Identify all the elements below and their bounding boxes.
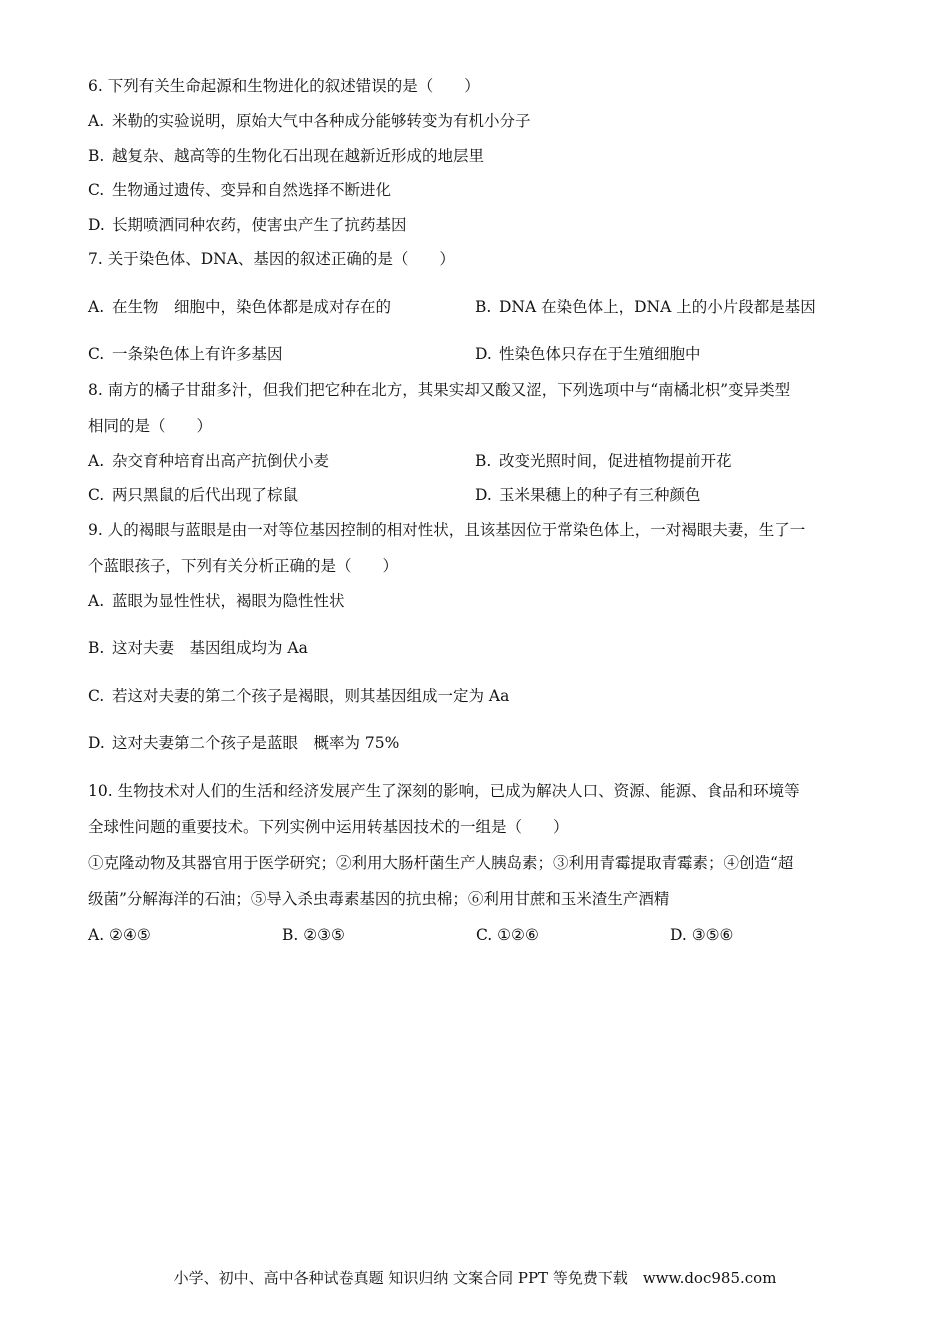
q6-option-a [88, 111, 531, 131]
option-label: A. [88, 452, 105, 470]
question-8-stem-line2: 相同的是（ ） [88, 417, 213, 435]
q8-option-b [475, 451, 732, 471]
question-10-stem-line1: 10. 生物技术对人们的生活和经济发展产生了深刻的影响，已成为解决人口、资源、能源、食品和环境等 [88, 782, 800, 800]
q8-option-c [88, 485, 298, 505]
q8-option-d [475, 485, 701, 505]
option-text: 生物通过遗传、变异和自然选择不断进化 [112, 181, 392, 199]
option-text: DNA 在染色体上，DNA 上的小片段都是基因 [499, 298, 816, 316]
question-7-stem: 7. 关于染色体、DNA、基因的叙述正确的是（ ） [88, 250, 455, 268]
option-text: 在生物 细胞中，染色体都是成对存在的 [112, 298, 392, 316]
q9-option-c [88, 686, 509, 706]
q6-option-c [88, 180, 391, 200]
option-label: B. [88, 639, 105, 657]
q10-option-d: D. ③⑤⑥ [670, 926, 734, 944]
question-6-stem: 6. 下列有关生命起源和生物进化的叙述错误的是（ ） [88, 77, 480, 95]
q8-option-a [88, 451, 329, 471]
option-label: D. [88, 734, 105, 752]
page-footer: 小学、初中、高中各种试卷真题 知识归纳 文案合同 PPT 等免费下载 www.doc985.com [173, 1269, 777, 1287]
question-10-items-line2: 级菌”分解海洋的石油；⑤导入杀虫毒素基因的抗虫棉；⑥利用甘蔗和玉米渣生产酒精 [88, 890, 670, 908]
option-text: 玉米果穗上的种子有三种颜色 [499, 486, 701, 504]
q7-option-d [475, 344, 701, 364]
option-label: A. [88, 592, 105, 610]
option-text: 米勒的实验说明，原始大气中各种成分能够转变为有机小分子 [112, 112, 531, 130]
q7-option-c [88, 344, 283, 364]
q9-option-b [88, 638, 308, 658]
option-label: A. [88, 112, 105, 130]
option-text: 若这对夫妻的第二个孩子是褐眼，则其基因组成一定为 Aa [112, 687, 510, 705]
q6-option-d [88, 215, 407, 235]
question-10-items-line1: ①克隆动物及其器官用于医学研究；②利用大肠杆菌生产人胰岛素；③利用青霉提取青霉素；④创造“超 [88, 854, 794, 872]
option-text: 杂交育种培育出高产抗倒伏小麦 [112, 452, 330, 470]
option-text: 越复杂、越高等的生物化石出现在越新近形成的地层里 [112, 147, 485, 165]
option-text: 长期喷洒同种农药，使害虫产生了抗药基因 [112, 216, 407, 234]
option-label: D. [475, 486, 492, 504]
q9-option-a [88, 591, 345, 611]
option-text: 改变光照时间，促进植物提前开花 [499, 452, 732, 470]
option-text: 一条染色体上有许多基因 [112, 345, 283, 363]
q10-option-a: A. ②④⑤ [88, 926, 151, 944]
option-label: D. [88, 216, 105, 234]
option-text: 这对夫妻 基因组成均为 Aa [112, 639, 308, 657]
option-label: C. [88, 345, 105, 363]
option-label: A. [88, 298, 105, 316]
option-text: 蓝眼为显性性状，褐眼为隐性性状 [112, 592, 345, 610]
option-label: C. [88, 486, 105, 504]
option-label: C. [88, 687, 105, 705]
question-10-stem-line2: 全球性问题的重要技术。下列实例中运用转基因技术的一组是（ ） [88, 818, 569, 836]
option-label: B. [475, 298, 492, 316]
q7-option-a [88, 297, 391, 317]
q6-option-b [88, 146, 484, 166]
option-label: C. [88, 181, 105, 199]
option-text: 两只黑鼠的后代出现了棕鼠 [112, 486, 299, 504]
question-9-stem-line1: 9. 人的褐眼与蓝眼是由一对等位基因控制的相对性状，且该基因位于常染色体上，一对褐眼夫妻，生了一 [88, 521, 806, 539]
option-label: B. [88, 147, 105, 165]
question-8-stem-line1: 8. 南方的橘子甘甜多汁，但我们把它种在北方，其果实却又酸又涩，下列选项中与“南橘北枳”变异类型 [88, 381, 791, 399]
q7-option-b [475, 297, 816, 317]
option-label: D. [475, 345, 492, 363]
q9-option-d [88, 733, 399, 753]
q10-option-b: B. ②③⑤ [282, 926, 345, 944]
option-text: 这对夫妻第二个孩子是蓝眼 概率为 75% [112, 734, 400, 752]
q10-option-c: C. ①②⑥ [476, 926, 539, 944]
question-9-stem-line2: 个蓝眼孩子，下列有关分析正确的是（ ） [88, 557, 399, 575]
option-label: B. [475, 452, 492, 470]
option-text: 性染色体只存在于生殖细胞中 [499, 345, 701, 363]
